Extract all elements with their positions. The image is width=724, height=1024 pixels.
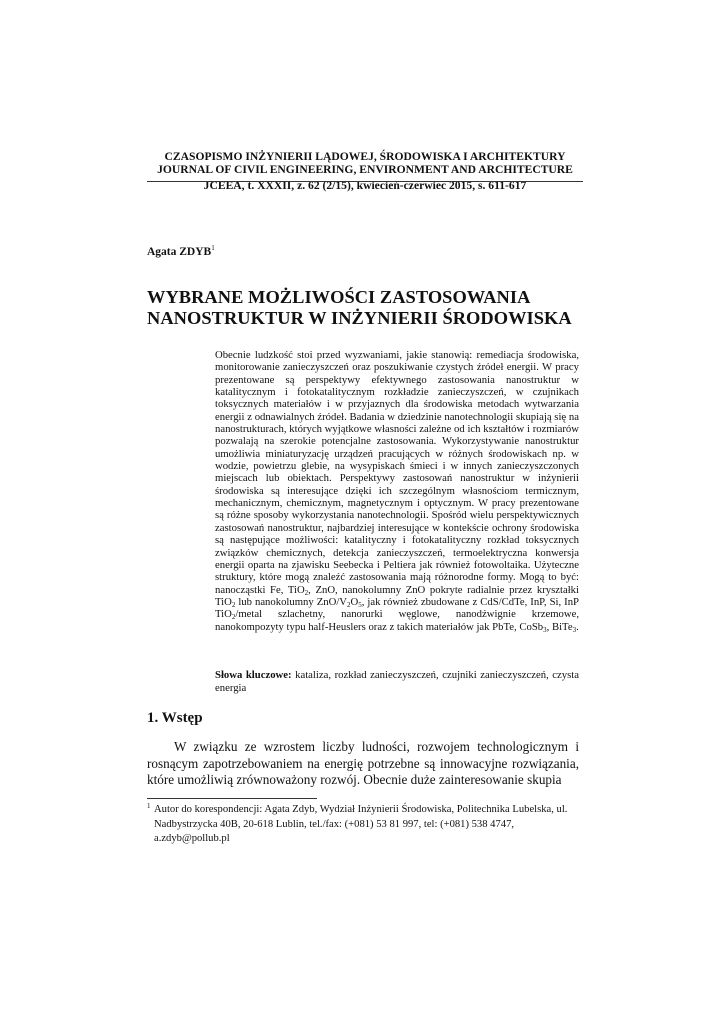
author-footnote-ref: 1 xyxy=(211,244,215,252)
abstract-text: , BiTe xyxy=(546,620,573,633)
abstract-text: Obecnie ludzkość stoi przed wyzwaniami, jakie stanowią: remediacja środowiska, monitorowanie zanieczyszczeń oraz poszukiwanie czystych źródeł energii. W pracy prezentowane są perspektywy efektywnego zastosowania nanostruktur w katalitycznym i fotokatalitycznym rozkładzie zanieczyszczeń, w czujnikach toksycznych materiałów i w przyjaznych dla środowiska metodach wytwarzania energii z odnawialnych źródeł. Badania w dziedzinie nanotechnologii skupiają się na nanostrukturach, których wyjątkowe własności zależne od ich kształtów i rozmiarów pozwalają na szerokie potencjalne zastosowania. Wykorzystywanie nanostruktur umożliwia miniaturyzację urządzeń pracujących w różnych środowiskach np. w wodzie, powietrzu glebie, na wysypiskach śmieci i w innych zanieczyszczonych miejscach lub obiektach. Perspektywy zastosowań nanostruktur w inżynierii środowiska są interesujące dzięki ich szczególnym własnościom termicznym, mechanicznym, chemicznym, magnetycznym i optycznym. W pracy prezentowane są różne sposoby wykorzystania nanotechnologii. Spośród wielu perspektywicznych zastosowań nanostruktur, najbardziej interesujące w kontekście ochrony środowiska są następujące możliwości: katalityczny i fotokatalityczny rozkład toksycznych związków chemicznych, detekcja zanieczyszczeń, termoelektryczna konwersja energii oparta na zjawisku Seebecka i Peltiera jak również fotowoltaika. Użyteczne struktury, które mogą znaleźć zastosowania mają różnorodne formy. Mogą to być: nanocząstki Fe, TiO xyxy=(215,349,579,596)
author-line xyxy=(147,246,215,258)
footnote-rule xyxy=(147,798,317,799)
abstract-text: /metal szlachetny, nanorurki węglowe, nanodźwignie krzemowe, nanokompozyty typu half-Heuslers oraz z takich materiałów jak PbTe, CoSb xyxy=(215,608,579,633)
journal-header xyxy=(147,150,583,192)
abstract-text: O xyxy=(350,595,359,608)
abstract-text: , ZnO, nanokolumny ZnO pokryte radialnie przez kryształki TiO xyxy=(215,583,579,608)
footnote-mark: 1 xyxy=(147,802,151,810)
subscript: 2 xyxy=(231,600,236,609)
section-heading: 1. Wstęp xyxy=(147,710,203,726)
body-paragraph: W związku ze wzrostem liczby ludności, rozwojem technologicznym i rosnącym zapotrzebowaniem na energię potrzebne są innowacyjne rozwiązania, które umożliwią zrównoważony rozwój. Obecnie duże zainteresowanie skupia xyxy=(147,739,579,787)
abstract-text: . xyxy=(576,620,579,633)
journal-name-polish: CZASOPISMO INŻYNIERII LĄDOWEJ, ŚRODOWISKA I ARCHITEKTURY xyxy=(164,150,566,163)
subscript: 5 xyxy=(358,600,362,609)
citation-line: JCEEA, t. XXXII, z. 62 (2/15), kwiecień-czerwiec 2015, s. 611-617 xyxy=(203,179,527,192)
keywords-text: kataliza, rozkład zanieczyszczeń, czujniki zanieczyszczeń, czysta energia xyxy=(215,669,579,694)
abstract xyxy=(215,349,579,633)
subscript: 3 xyxy=(543,625,547,634)
footnote-text: Autor do korespondencji: Agata Zdyb, Wydział Inżynierii Środowiska, Politechnika Lubelska, ul. Nadbystrzycka 40B, 20-618 Lublin, tel./fax: (+081) 53 81 997, tel: (+081) 538 4747, a.zdyb@pollub.pl xyxy=(154,804,568,845)
abstract-text: lub nanokolumny ZnO/V xyxy=(235,595,348,608)
subscript: 2 xyxy=(231,613,236,622)
subscript: 2 xyxy=(304,588,309,597)
subscript: 3 xyxy=(572,625,577,634)
title-line-2: NANOSTRUKTUR W INŻYNIERII ŚRODOWISKA xyxy=(147,308,572,328)
journal-name-english: JOURNAL OF CIVIL ENGINEERING, ENVIRONMENT AND ARCHITECTURE xyxy=(157,163,573,176)
paper-title xyxy=(147,287,587,329)
footnote xyxy=(147,803,579,847)
author-name: Agata ZDYB xyxy=(147,246,212,258)
keywords xyxy=(215,669,579,695)
header-rule xyxy=(147,181,583,182)
subscript: 2 xyxy=(347,600,351,609)
keywords-label: Słowa kluczowe: xyxy=(215,669,292,681)
abstract-text: , jak również zbudowane z CdS/CdTe, InP, Si, InP TiO xyxy=(215,595,579,621)
title-line-1: WYBRANE MOŻLIWOŚCI ZASTOSOWANIA xyxy=(147,287,531,307)
